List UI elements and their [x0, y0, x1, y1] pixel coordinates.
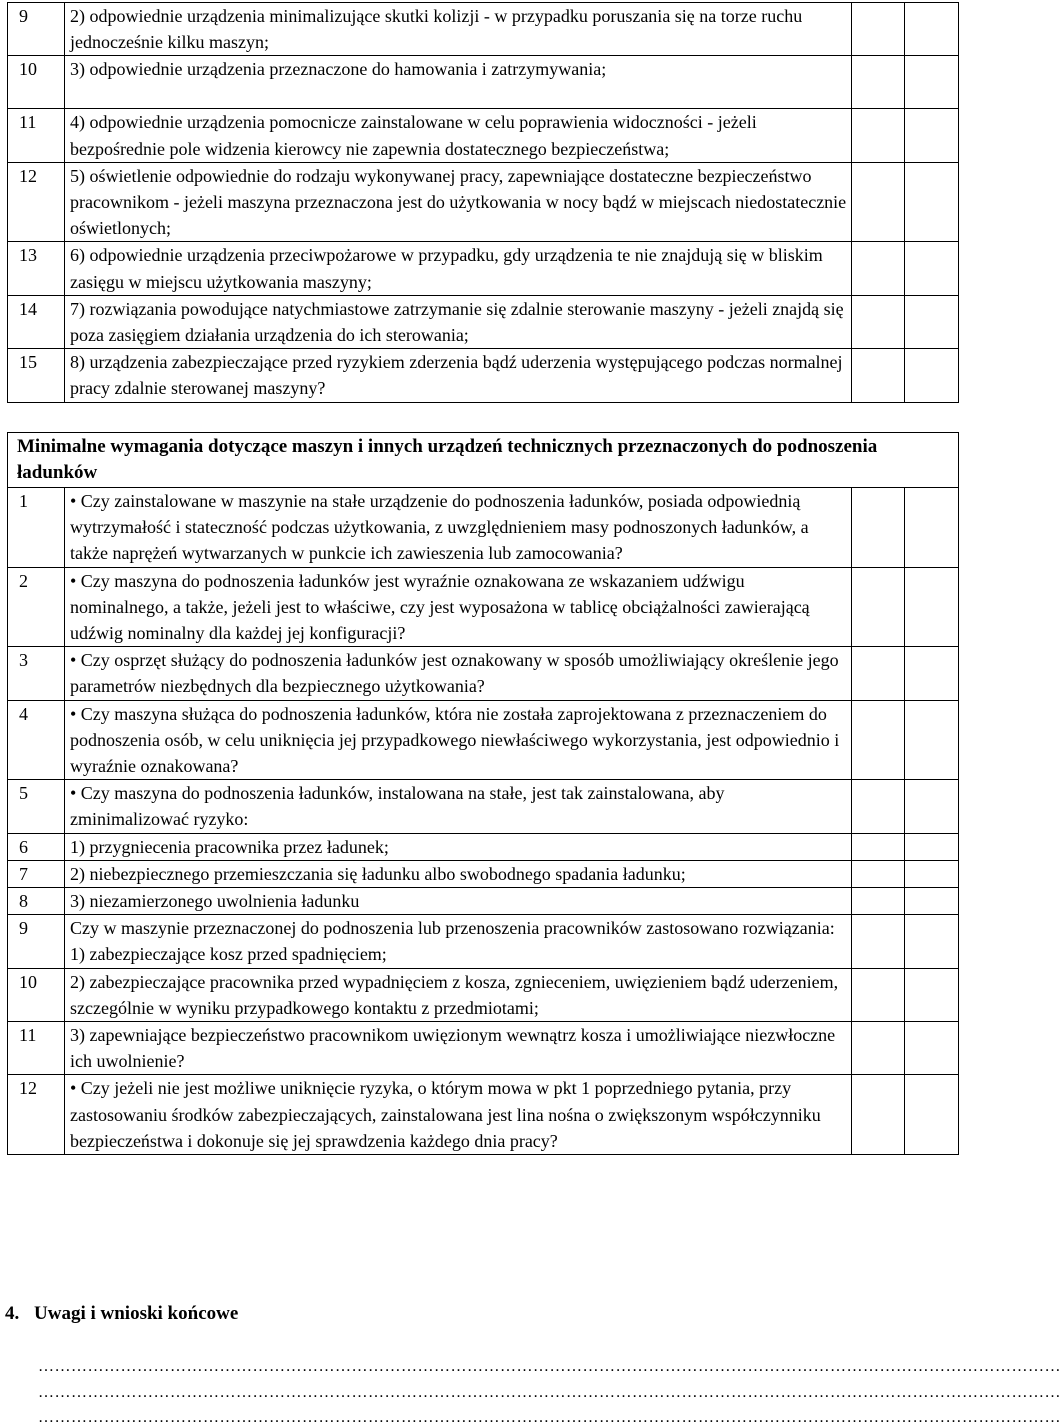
check-cell-yes[interactable]	[852, 700, 905, 780]
check-cell-no[interactable]	[905, 780, 959, 833]
row-number: 7	[8, 860, 65, 887]
row-text: 1) przygniecenia pracownika przez ładunek;	[65, 833, 852, 860]
table-row	[8, 488, 959, 568]
check-cell-yes[interactable]	[852, 56, 905, 109]
check-cell-no[interactable]	[905, 915, 959, 968]
table-row	[8, 1022, 959, 1075]
check-cell-no[interactable]	[905, 295, 959, 348]
table-row	[8, 3, 959, 56]
row-text: 3) odpowiednie urządzenia przeznaczone do hamowania i zatrzymywania;	[65, 56, 852, 109]
row-number: 10	[8, 968, 65, 1021]
row-number: 15	[8, 349, 65, 402]
row-text-group	[65, 915, 852, 968]
dotted-line: ……………………………………………………………………………………………………………………………………………………………………	[38, 1409, 1061, 1426]
row-text: Czy w maszynie przeznaczonej do podnoszenia lub przenoszenia pracowników zastosowano rozwiązania:	[70, 918, 835, 939]
table-row	[8, 860, 959, 887]
row-number: 11	[8, 1022, 65, 1075]
row-text: 8) urządzenia zabezpieczające przed ryzykiem zderzenia bądź uderzenia występującego podczas normalnej pracy zdalnie sterowanej maszyny?	[65, 349, 852, 402]
table-row	[8, 242, 959, 295]
row-text: • Czy zainstalowane w maszynie na stałe urządzenie do podnoszenia ładunków, posiada odpowiednią wytrzymałość i stateczność podczas użytkowania, z uwzględnieniem masy podnoszonych ładunków, a także naprężeń wytwarzanych w punkcie ich zawieszenia lub zamocowania?	[65, 488, 852, 568]
table-row	[8, 833, 959, 860]
check-cell-no[interactable]	[905, 1075, 959, 1155]
check-cell-yes[interactable]	[852, 242, 905, 295]
row-number: 12	[8, 1075, 65, 1155]
check-cell-yes[interactable]	[852, 349, 905, 402]
row-number: 12	[8, 162, 65, 242]
section-heading: Minimalne wymagania dotyczące maszyn i innych urządzeń technicznych przeznaczonych do podnoszenia ładunków	[8, 433, 959, 488]
check-cell-yes[interactable]	[852, 295, 905, 348]
row-number: 11	[8, 109, 65, 162]
table-row	[8, 295, 959, 348]
check-cell-yes[interactable]	[852, 109, 905, 162]
check-cell-yes[interactable]	[852, 860, 905, 887]
row-number: 10	[8, 56, 65, 109]
checklist-table-top	[7, 2, 959, 403]
check-cell-yes[interactable]	[852, 3, 905, 56]
check-cell-no[interactable]	[905, 888, 959, 915]
row-number: 9	[8, 915, 65, 968]
table-row	[8, 700, 959, 780]
row-number: 8	[8, 888, 65, 915]
check-cell-no[interactable]	[905, 860, 959, 887]
check-cell-yes[interactable]	[852, 833, 905, 860]
row-number: 3	[8, 647, 65, 700]
row-text: 2) niebezpiecznego przemieszczania się ładunku albo swobodnego spadania ładunku;	[65, 860, 852, 887]
row-text: 5) oświetlenie odpowiednie do rodzaju wykonywanej pracy, zapewniające dostateczne bezpieczeństwo pracownikom - jeżeli maszyna przeznaczona jest do użytkowania w nocy bądź w miejscach niedostatecznie oświetlonych;	[65, 162, 852, 242]
table-row	[8, 968, 959, 1021]
row-text: • Czy jeżeli nie jest możliwe uniknięcie ryzyka, o którym mowa w pkt 1 poprzedniego pytania, przy zastosowaniu środków zabezpieczających, zainstalowana jest lina nośna o zwiększonym współczynniku bezpieczeństwa i dokonuje się jej sprawdzenia każdego dnia pracy?	[65, 1075, 852, 1155]
table-row	[8, 915, 959, 968]
row-text: 3) niezamierzonego uwolnienia ładunku	[65, 888, 852, 915]
check-cell-yes[interactable]	[852, 888, 905, 915]
row-number: 2	[8, 567, 65, 647]
conclusion-heading	[5, 1303, 238, 1325]
conclusion-title: Uwagi i wnioski końcowe	[34, 1303, 239, 1324]
conclusion-number: 4.	[5, 1303, 20, 1324]
row-text: • Czy maszyna do podnoszenia ładunków jest wyraźnie oznakowana ze wskazaniem udźwigu nominalnego, a także, jeżeli jest to właściwe, czy jest wyposażona w tablicę obciążalności zawierającą udźwig nominalny dla każdej jej konfiguracji?	[65, 567, 852, 647]
check-cell-no[interactable]	[905, 109, 959, 162]
row-number: 4	[8, 700, 65, 780]
check-cell-yes[interactable]	[852, 1022, 905, 1075]
check-cell-no[interactable]	[905, 349, 959, 402]
dotted-line: ……………………………………………………………………………………………………………………………………………………………………	[38, 1358, 1061, 1375]
row-text: 7) rozwiązania powodujące natychmiastowe zatrzymanie się zdalnie sterowanie maszyny - jeżeli znajdą się poza zasięgiem działania urządzenia do ich sterowania;	[65, 295, 852, 348]
check-cell-no[interactable]	[905, 162, 959, 242]
table-row	[8, 647, 959, 700]
check-cell-yes[interactable]	[852, 488, 905, 568]
row-text: • Czy maszyna do podnoszenia ładunków, instalowana na stałe, jest tak zainstalowana, aby zminimalizować ryzyko:	[65, 780, 852, 833]
check-cell-no[interactable]	[905, 968, 959, 1021]
table-row	[8, 109, 959, 162]
check-cell-yes[interactable]	[852, 162, 905, 242]
table-row	[8, 162, 959, 242]
table-row	[8, 349, 959, 402]
row-number: 5	[8, 780, 65, 833]
check-cell-no[interactable]	[905, 833, 959, 860]
check-cell-yes[interactable]	[852, 647, 905, 700]
check-cell-yes[interactable]	[852, 915, 905, 968]
check-cell-no[interactable]	[905, 488, 959, 568]
table-row	[8, 56, 959, 109]
row-number: 13	[8, 242, 65, 295]
check-cell-no[interactable]	[905, 3, 959, 56]
check-cell-no[interactable]	[905, 242, 959, 295]
row-text: 4) odpowiednie urządzenia pomocnicze zainstalowane w celu poprawienia widoczności - jeżeli bezpośrednie pole widzenia kierowcy nie zapewnia dostatecznego bezpieczeństwa;	[65, 109, 852, 162]
row-subtext: 1) zabezpieczające kosz przed spadnięciem;	[70, 944, 387, 965]
section-heading-row	[8, 433, 959, 488]
row-number: 6	[8, 833, 65, 860]
row-text: • Czy osprzęt służący do podnoszenia ładunków jest oznakowany w sposób umożliwiający określenie jego parametrów niezbędnych dla bezpiecznego użytkowania?	[65, 647, 852, 700]
checklist-table-lifting	[7, 432, 959, 1155]
check-cell-no[interactable]	[905, 1022, 959, 1075]
check-cell-no[interactable]	[905, 700, 959, 780]
check-cell-no[interactable]	[905, 647, 959, 700]
row-text: 2) odpowiednie urządzenia minimalizujące skutki kolizji - w przypadku poruszania się na torze ruchu jednocześnie kilku maszyn;	[65, 3, 852, 56]
check-cell-yes[interactable]	[852, 1075, 905, 1155]
row-text: 2) zabezpieczające pracownika przed wypadnięciem z kosza, zgnieceniem, uwięzieniem bądź uderzeniem, szczególnie w wyniku przypadkowego kontaktu z przedmiotami;	[65, 968, 852, 1021]
check-cell-no[interactable]	[905, 567, 959, 647]
row-text: 6) odpowiednie urządzenia przeciwpożarowe w przypadku, gdy urządzenia te nie znajdują się w bliskim zasięgu w miejscu użytkowania maszyny;	[65, 242, 852, 295]
check-cell-yes[interactable]	[852, 780, 905, 833]
row-text: • Czy maszyna służąca do podnoszenia ładunków, która nie została zaprojektowana z przeznaczeniem do podnoszenia osób, w celu uniknięcia jej przypadkowego niewłaściwego wykorzystania, jest odpowiednio i wyraźnie oznakowana?	[65, 700, 852, 780]
table-row	[8, 888, 959, 915]
table-row	[8, 1075, 959, 1155]
check-cell-no[interactable]	[905, 56, 959, 109]
table-row	[8, 780, 959, 833]
dotted-line: ……………………………………………………………………………………………………………………………………………………………………	[38, 1384, 1061, 1401]
check-cell-yes[interactable]	[852, 567, 905, 647]
row-number: 14	[8, 295, 65, 348]
table-row	[8, 567, 959, 647]
row-number: 1	[8, 488, 65, 568]
row-text: 3) zapewniające bezpieczeństwo pracownikom uwięzionym wewnątrz kosza i umożliwiające niezwłoczne ich uwolnienie?	[65, 1022, 852, 1075]
check-cell-yes[interactable]	[852, 968, 905, 1021]
row-number: 9	[8, 3, 65, 56]
